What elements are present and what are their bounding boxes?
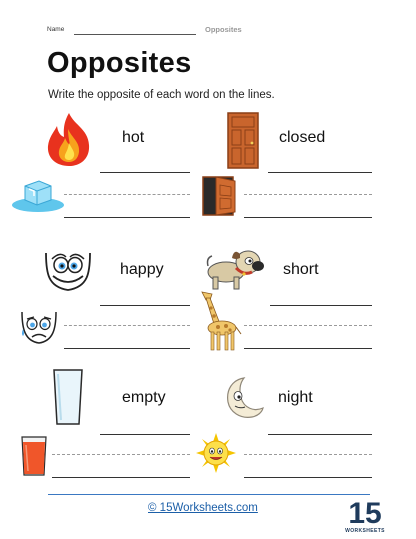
word-empty: empty	[122, 389, 166, 406]
happy-face-icon	[38, 245, 98, 295]
sad-face-icon	[17, 307, 61, 347]
name-line[interactable]	[74, 34, 196, 35]
footer-divider	[48, 494, 370, 495]
giraffe-icon	[192, 288, 244, 352]
answer-line-5[interactable]	[100, 434, 190, 435]
page-title: Opposites	[47, 47, 192, 79]
full-glass-icon	[20, 435, 48, 477]
dotted-line-6[interactable]	[244, 454, 372, 455]
word-happy: happy	[120, 261, 164, 278]
name-label: Name	[47, 26, 65, 33]
answer-line-3[interactable]	[100, 305, 190, 306]
answer-line-6[interactable]	[268, 434, 372, 435]
header-subject: Opposites	[205, 25, 242, 34]
word-hot: hot	[122, 129, 145, 146]
worksheets-logo	[340, 494, 390, 536]
word-short: short	[283, 261, 319, 278]
answer-line-3b[interactable]	[64, 348, 190, 349]
dog-icon	[204, 244, 266, 292]
dotted-line-5[interactable]	[52, 454, 190, 455]
dotted-line-1[interactable]	[64, 194, 190, 195]
instructions: Write the opposite of each word on the lines.	[48, 89, 275, 101]
answer-line-2[interactable]	[268, 172, 372, 173]
dotted-line-2[interactable]	[244, 194, 372, 195]
word-closed: closed	[279, 129, 326, 146]
answer-line-2b[interactable]	[244, 217, 372, 218]
sun-icon	[196, 433, 236, 473]
answer-line-4[interactable]	[270, 305, 372, 306]
answer-line-6b[interactable]	[244, 477, 372, 478]
empty-glass-icon	[52, 368, 84, 426]
closed-door-icon	[227, 112, 259, 169]
copyright-link[interactable]: © 15Worksheets.com	[148, 502, 258, 514]
dotted-line-4[interactable]	[244, 325, 372, 326]
ice-icon	[9, 178, 67, 214]
answer-line-5b[interactable]	[52, 477, 190, 478]
answer-line-1b[interactable]	[64, 217, 190, 218]
moon-icon	[224, 376, 264, 420]
answer-line-4b[interactable]	[244, 348, 372, 349]
open-door-icon	[202, 176, 238, 216]
dotted-line-3[interactable]	[64, 325, 190, 326]
logo-number: 15	[348, 497, 382, 530]
word-night: night	[278, 389, 313, 406]
answer-line-1[interactable]	[100, 172, 190, 173]
logo-subtext: WORKSHEETS	[345, 528, 385, 534]
fire-icon	[44, 111, 94, 167]
